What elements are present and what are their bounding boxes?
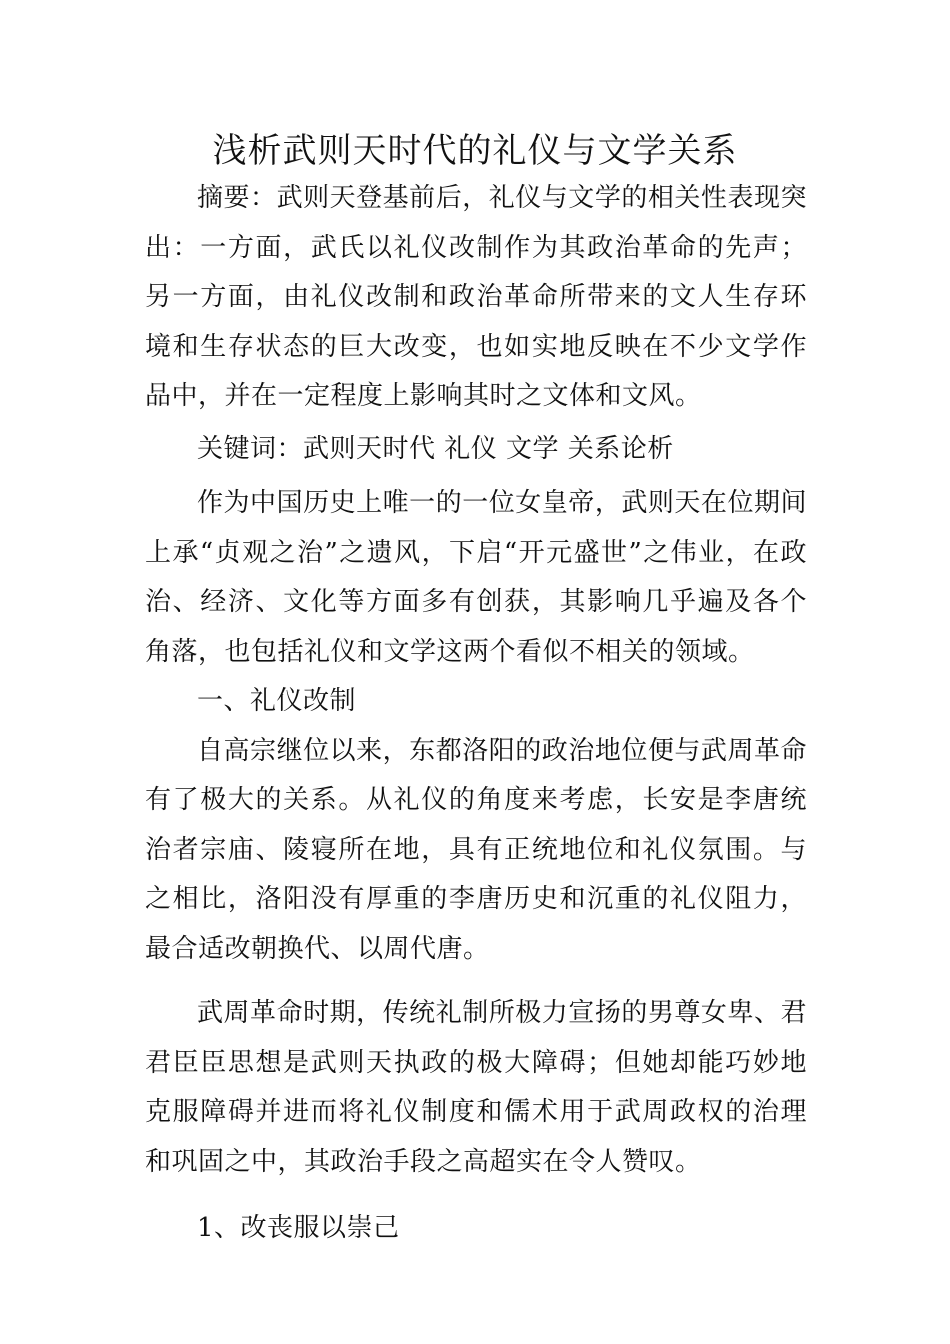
abstract-paragraph: 摘要：武则天登基前后，礼仪与文学的相关性表现突出：一方面，武氏以礼仪改制作为其政治革命的先声；另一方面，由礼仪改制和政治革命所带来的文人生存环境和生存状态的巨大改变，也如实地反映在不少文学作品中，并在一定程度上影响其时之文体和文风。 [145, 183, 807, 411]
body-paragraph: 武周革命时期，传统礼制所极力宣扬的男尊女卑、君君臣臣思想是武则天执政的极大障碍；但她却能巧妙地克服障碍并进而将礼仪制度和儒术用于武周政权的治理和巩固之中，其政治手段之高超实在令人赞叹。 [145, 998, 807, 1177]
document-body [145, 174, 807, 1254]
subsection-heading: 1、改丧服以崇己 [197, 1213, 400, 1243]
section-heading: 一、礼仪改制 [197, 686, 357, 716]
document-title: 浅析武则天时代的礼仪与文学关系 [212, 131, 738, 171]
keywords-line: 关键词：武则天时代 礼仪 文学 关系论析 [197, 433, 674, 464]
body-paragraph: 自高宗继位以来，东都洛阳的政治地位便与武周革命有了极大的关系。从礼仪的角度来考虑，长安是李唐统治者宗庙、陵寝所在地，具有正统地位和礼仪氛围。与之相比，洛阳没有厚重的李唐历史和沉重的礼仪阻力，最合适改朝换代、以周代唐。 [145, 735, 807, 964]
intro-paragraph: 作为中国历史上唯一的一位女皇帝，武则天在位期间上承“贞观之治”之遗风，下启“开元盛世”之伟业，在政治、经济、文化等方面多有创获，其影响几乎遍及各个角落，也包括礼仪和文学这两个看似不相关的领域。 [145, 488, 807, 667]
